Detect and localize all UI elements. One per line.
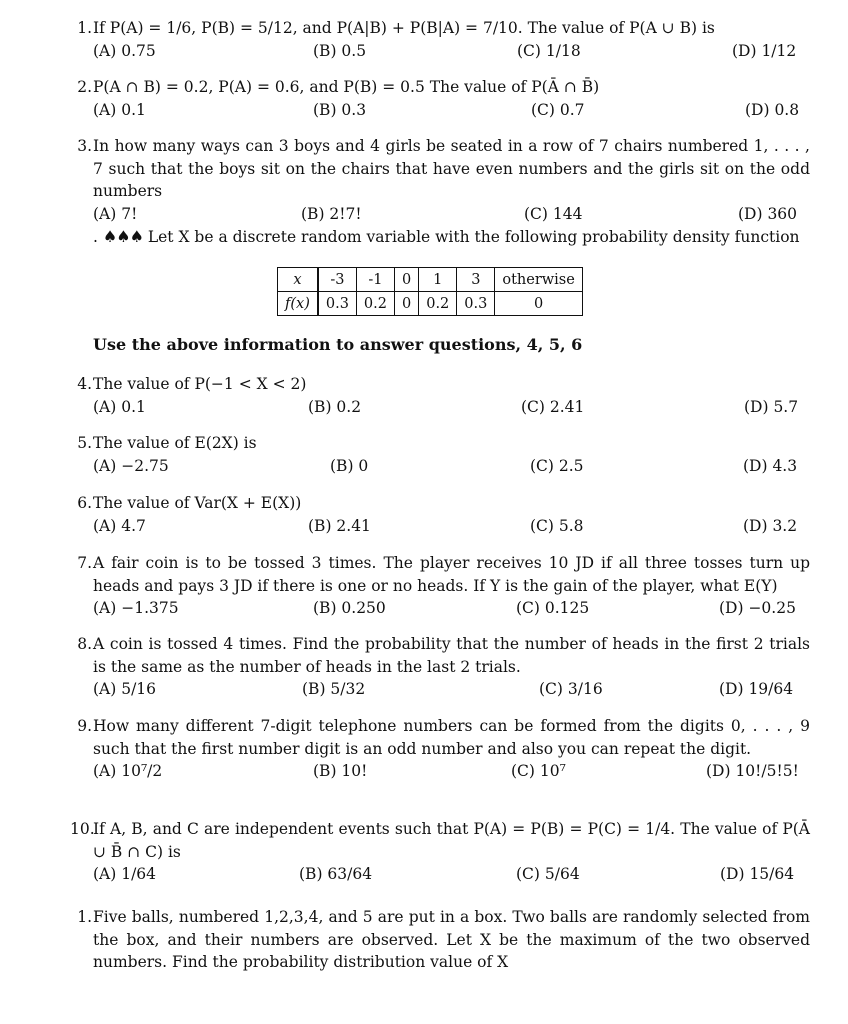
table-cell: 0 bbox=[394, 268, 418, 292]
question-4 bbox=[70, 373, 810, 418]
table-cell: -1 bbox=[356, 268, 394, 292]
question-1 bbox=[70, 17, 810, 62]
table-cell: 0.3 bbox=[318, 292, 357, 316]
option-a: (A) 5/16 bbox=[93, 680, 157, 698]
question-9 bbox=[70, 715, 810, 783]
option-c: (C) 3/16 bbox=[539, 680, 603, 698]
table-row bbox=[278, 268, 583, 292]
pdf-table bbox=[277, 267, 583, 316]
option-b: (B) 10! bbox=[313, 762, 368, 780]
table-cell: 0.2 bbox=[356, 292, 394, 316]
option-b: (B) 0.5 bbox=[313, 41, 367, 60]
options-row bbox=[93, 760, 810, 783]
question-5 bbox=[70, 432, 810, 477]
question-number: 4. bbox=[77, 375, 92, 393]
table-cell: 0 bbox=[394, 292, 418, 316]
option-d: (D) 0.8 bbox=[745, 100, 800, 119]
question-text: In how many ways can 3 boys and 4 girls be seated in a row of 7 chairs numbered 1, . . . , 7 such that the boys sit on the chairs that have even numbers and the girls sit on the odd numbers bbox=[93, 137, 810, 200]
option-a: (A) 1/64 bbox=[93, 865, 157, 883]
option-a: (A) 0.1 bbox=[93, 397, 146, 416]
option-d: (D) 3.2 bbox=[743, 516, 798, 535]
option-b: (B) 0.250 bbox=[313, 599, 386, 617]
option-c: (C) 144 bbox=[524, 204, 583, 223]
option-d: (D) −0.25 bbox=[719, 599, 796, 617]
option-d: (D) 4.3 bbox=[743, 456, 798, 475]
table-cell: 0.2 bbox=[419, 292, 457, 316]
question-10 bbox=[70, 818, 810, 886]
table-row bbox=[278, 292, 583, 316]
options-row bbox=[93, 203, 810, 226]
section-heading: Use the above information to answer questions, 4, 5, 6 bbox=[93, 335, 583, 354]
options-row bbox=[93, 515, 810, 538]
options-row bbox=[93, 99, 810, 122]
options-row bbox=[93, 40, 810, 63]
question-number: 6. bbox=[77, 494, 92, 512]
option-c: (C) 10⁷ bbox=[511, 762, 566, 780]
option-b: (B) 0.3 bbox=[313, 100, 367, 119]
question-8 bbox=[70, 633, 810, 701]
options-row bbox=[93, 597, 810, 620]
options-row bbox=[93, 678, 810, 701]
question-text: The value of P(−1 < X < 2) bbox=[93, 375, 307, 393]
question-3 bbox=[70, 135, 810, 225]
question-text: If A, B, and C are independent events such that P(A) = P(B) = P(C) = 1/4. The value of P(Ā ∪ B̄ ∩ C) is bbox=[93, 820, 810, 861]
question-number: 8. bbox=[77, 635, 92, 653]
table-cell: otherwise bbox=[495, 268, 582, 292]
table-cell: 3 bbox=[457, 268, 495, 292]
question-text: P(A ∩ B) = 0.2, P(A) = 0.6, and P(B) = 0.5 The value of P(Ā ∩ B̄) bbox=[93, 78, 600, 96]
option-c: (C) 0.7 bbox=[531, 100, 585, 119]
table-cell: 0.3 bbox=[457, 292, 495, 316]
option-c: (C) 2.41 bbox=[521, 397, 585, 416]
question-text: The value of Var(X + E(X)) bbox=[93, 494, 302, 512]
option-c: (C) 5/64 bbox=[516, 865, 580, 883]
option-c: (C) 1/18 bbox=[517, 41, 581, 60]
problem-text: Five balls, numbered 1,2,3,4, and 5 are put in a box. Two balls are randomly selected from the box, and their numbers are observed. Let X be the maximum of the two observed numbers. Find the probability distribution value of X bbox=[93, 908, 810, 971]
question-text: A coin is tossed 4 times. Find the probability that the number of heads in the first 2 trials is the same as the number of heads in the last 2 trials. bbox=[93, 635, 810, 676]
options-row bbox=[93, 455, 810, 478]
question-number: 5. bbox=[77, 434, 92, 452]
option-c: (C) 0.125 bbox=[516, 599, 590, 617]
option-c: (C) 2.5 bbox=[530, 456, 584, 475]
pdf-intro bbox=[93, 226, 803, 248]
question-number: 10. bbox=[70, 820, 95, 838]
question-number: 2. bbox=[77, 78, 92, 96]
question-text: How many different 7-digit telephone numbers can be formed from the digits 0, . . . , 9 such that the first number digit is an odd number and also you can repeat the digit. bbox=[93, 717, 810, 758]
option-d: (D) 10!/5!5! bbox=[706, 762, 799, 780]
option-a: (A) 7! bbox=[93, 204, 138, 223]
options-row bbox=[93, 396, 810, 419]
option-d: (D) 1/12 bbox=[732, 41, 797, 60]
option-a: (A) 0.75 bbox=[93, 41, 156, 60]
problem-number: 1. bbox=[77, 908, 92, 926]
question-text: If P(A) = 1/6, P(B) = 5/12, and P(A|B) + P(B|A) = 7/10. The value of P(A ∪ B) is bbox=[93, 19, 715, 37]
question-number: 1. bbox=[77, 19, 92, 37]
table-cell: 1 bbox=[419, 268, 457, 292]
question-text: A fair coin is to be tossed 3 times. The player receives 10 JD if all three tosses turn up heads and pays 3 JD if there is one or no heads. If Y is the gain of the player, what E(Y) bbox=[93, 554, 810, 595]
question-6 bbox=[70, 492, 810, 537]
question-number: 3. bbox=[77, 137, 92, 155]
intro-text: Let X be a discrete random variable with the following probability density function bbox=[147, 228, 800, 246]
option-b: (B) 2.41 bbox=[308, 516, 371, 535]
option-d: (D) 360 bbox=[738, 204, 798, 223]
option-a: (A) −2.75 bbox=[93, 456, 169, 475]
option-a: (A) 0.1 bbox=[93, 100, 146, 119]
option-b: (B) 2!7! bbox=[301, 204, 362, 223]
problem-1 bbox=[70, 906, 810, 974]
option-d: (D) 19/64 bbox=[719, 680, 794, 698]
option-b: (B) 63/64 bbox=[299, 865, 373, 883]
options-row bbox=[93, 863, 810, 886]
question-text: The value of E(2X) is bbox=[93, 434, 257, 452]
option-b: (B) 5/32 bbox=[302, 680, 366, 698]
bullet-dot: . bbox=[93, 228, 98, 246]
option-c: (C) 5.8 bbox=[530, 516, 584, 535]
question-number: 9. bbox=[77, 717, 92, 735]
option-a: (A) 4.7 bbox=[93, 516, 146, 535]
option-a: (A) −1.375 bbox=[93, 599, 179, 617]
table-cell: f(x) bbox=[278, 292, 318, 316]
question-number: 7. bbox=[77, 554, 92, 572]
option-d: (D) 5.7 bbox=[744, 397, 799, 416]
table-cell: -3 bbox=[318, 268, 357, 292]
option-b: (B) 0.2 bbox=[308, 397, 362, 416]
spade-icon: ♠♠♠ bbox=[102, 227, 143, 246]
option-b: (B) 0 bbox=[330, 456, 369, 475]
option-d: (D) 15/64 bbox=[720, 865, 795, 883]
question-7 bbox=[70, 552, 810, 620]
question-2 bbox=[70, 76, 810, 121]
table-cell: 0 bbox=[495, 292, 582, 316]
table-cell: x bbox=[278, 268, 318, 292]
option-a: (A) 10⁷/2 bbox=[93, 762, 163, 780]
